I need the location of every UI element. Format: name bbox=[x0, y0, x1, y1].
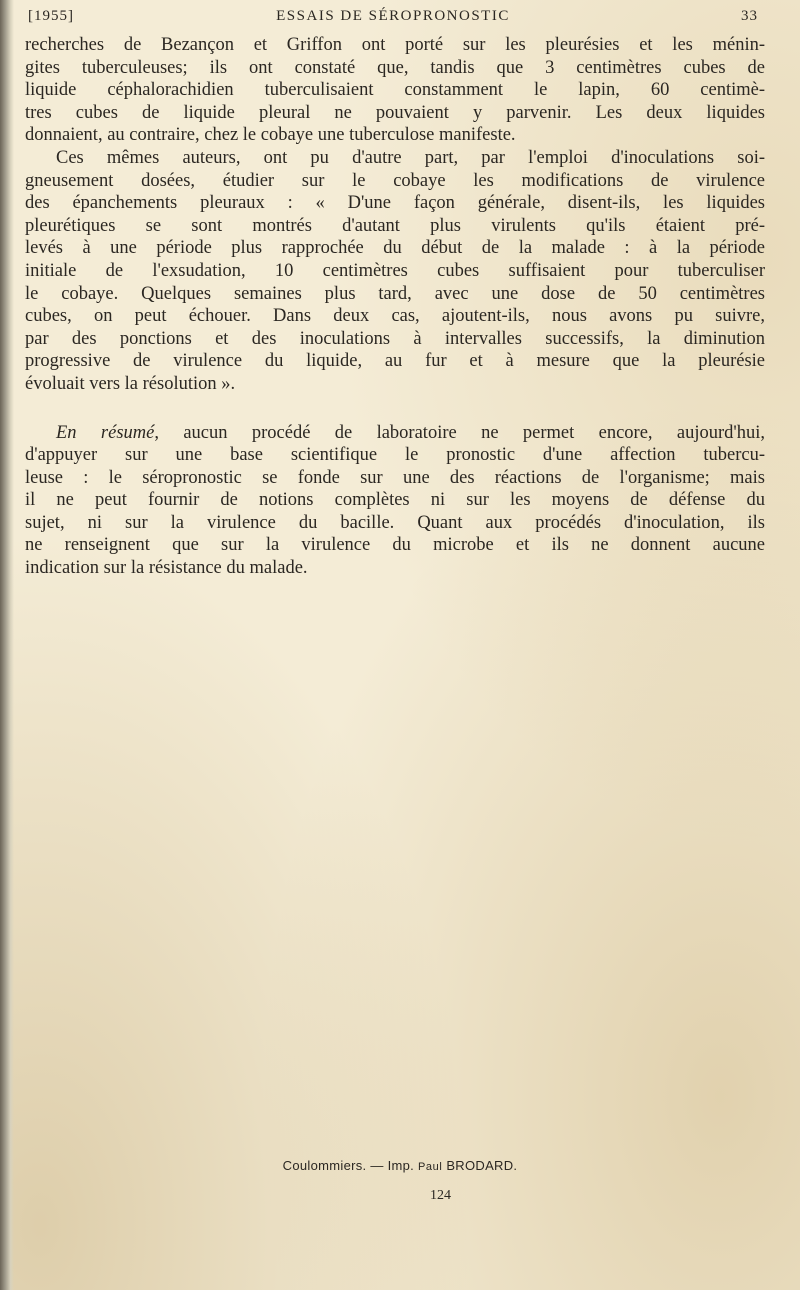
text-line: donnaient, au contraire, chez le cobaye une tuberculose manifeste. bbox=[25, 125, 516, 146]
running-header bbox=[28, 8, 758, 32]
header-year: [1955] bbox=[28, 8, 74, 24]
text-run: , aucun procédé de laboratoire ne permet encore, aujourd'hui, bbox=[154, 422, 765, 443]
text-line: levés à une période plus rapprochée du début de la malade : à la période bbox=[25, 238, 765, 259]
text-line: indication sur la résistance du malade. bbox=[25, 558, 308, 579]
text-line: le cobaye. Quelques semaines plus tard, avec une dose de 50 centimètres bbox=[25, 283, 765, 304]
text-line: recherches de Bezançon et Griffon ont porté sur les pleurésies et les ménin- bbox=[25, 35, 765, 55]
text-line: liquide céphalorachidien tuberculisaient constamment le lapin, 60 centimè- bbox=[25, 80, 765, 101]
text-line: tres cubes de liquide pleural ne pouvaient y parvenir. Les deux liquides bbox=[25, 102, 765, 123]
page-binding-edge bbox=[0, 0, 14, 1290]
text-line: par des ponctions et des inoculations à intervalles successifs, la diminution bbox=[25, 328, 765, 349]
text-line: gites tuberculeuses; ils ont constaté que, tandis que 3 centimètres cubes de bbox=[25, 57, 765, 78]
italic-lead: En résumé bbox=[56, 422, 155, 443]
text-line: Ces mêmes auteurs, ont pu d'autre part, par l'emploi d'inoculations soi- bbox=[56, 147, 765, 168]
text-line: sujet, ni sur la virulence du bacille. Quant aux procédés d'inoculation, ils bbox=[25, 512, 765, 533]
text-line: évoluait vers la résolution ». bbox=[25, 373, 236, 394]
text-line: des épanchements pleuraux : « D'une façon générale, disent-ils, les liquides bbox=[25, 193, 765, 214]
header-title: ESSAIS DE SÉROPRONOSTIC bbox=[276, 8, 510, 24]
text-line: il ne peut fournir de notions complètes ni sur les moyens de défense du bbox=[25, 490, 765, 511]
text-line: initiale de l'exsudation, 10 centimètres cubes suffisaient pour tuberculiser bbox=[25, 260, 765, 281]
imprint-place: Coulommiers. — Imp. bbox=[282, 1158, 415, 1173]
text-line: pleurétiques se sont montrés d'autant plus virulents qu'ils étaient pré- bbox=[25, 215, 765, 236]
text-line: gneusement dosées, étudier sur le cobaye les modifications de virulence bbox=[25, 170, 765, 191]
text-line: progressive de virulence du liquide, au fur et à mesure que la pleurésie bbox=[25, 351, 765, 372]
text-line: leuse : le séropronostic se fonde sur une des réactions de l'organisme; mais bbox=[25, 467, 765, 488]
text-line bbox=[25, 422, 765, 445]
signature-folio: 124 bbox=[430, 1188, 451, 1203]
paragraph-3 bbox=[25, 422, 765, 580]
printer-imprint bbox=[0, 1158, 800, 1173]
text-line: ne renseignent que sur la virulence du microbe et ils ne donnent aucune bbox=[25, 535, 765, 556]
text-line: cubes, on peut échouer. Dans deux cas, ajoutent-ils, nous avons pu suivre, bbox=[25, 306, 765, 327]
paragraph-spacer bbox=[25, 396, 765, 422]
imprint-printer-first: Paul bbox=[417, 1161, 443, 1173]
text-line: d'appuyer sur une base scientifique le pronostic d'une affection tubercu- bbox=[25, 445, 765, 466]
header-page-number: 33 bbox=[741, 8, 758, 24]
paragraph-2 bbox=[25, 147, 765, 396]
paragraph-1 bbox=[25, 34, 765, 147]
body-text bbox=[25, 34, 765, 580]
imprint-printer-last: BRODARD. bbox=[446, 1158, 518, 1173]
